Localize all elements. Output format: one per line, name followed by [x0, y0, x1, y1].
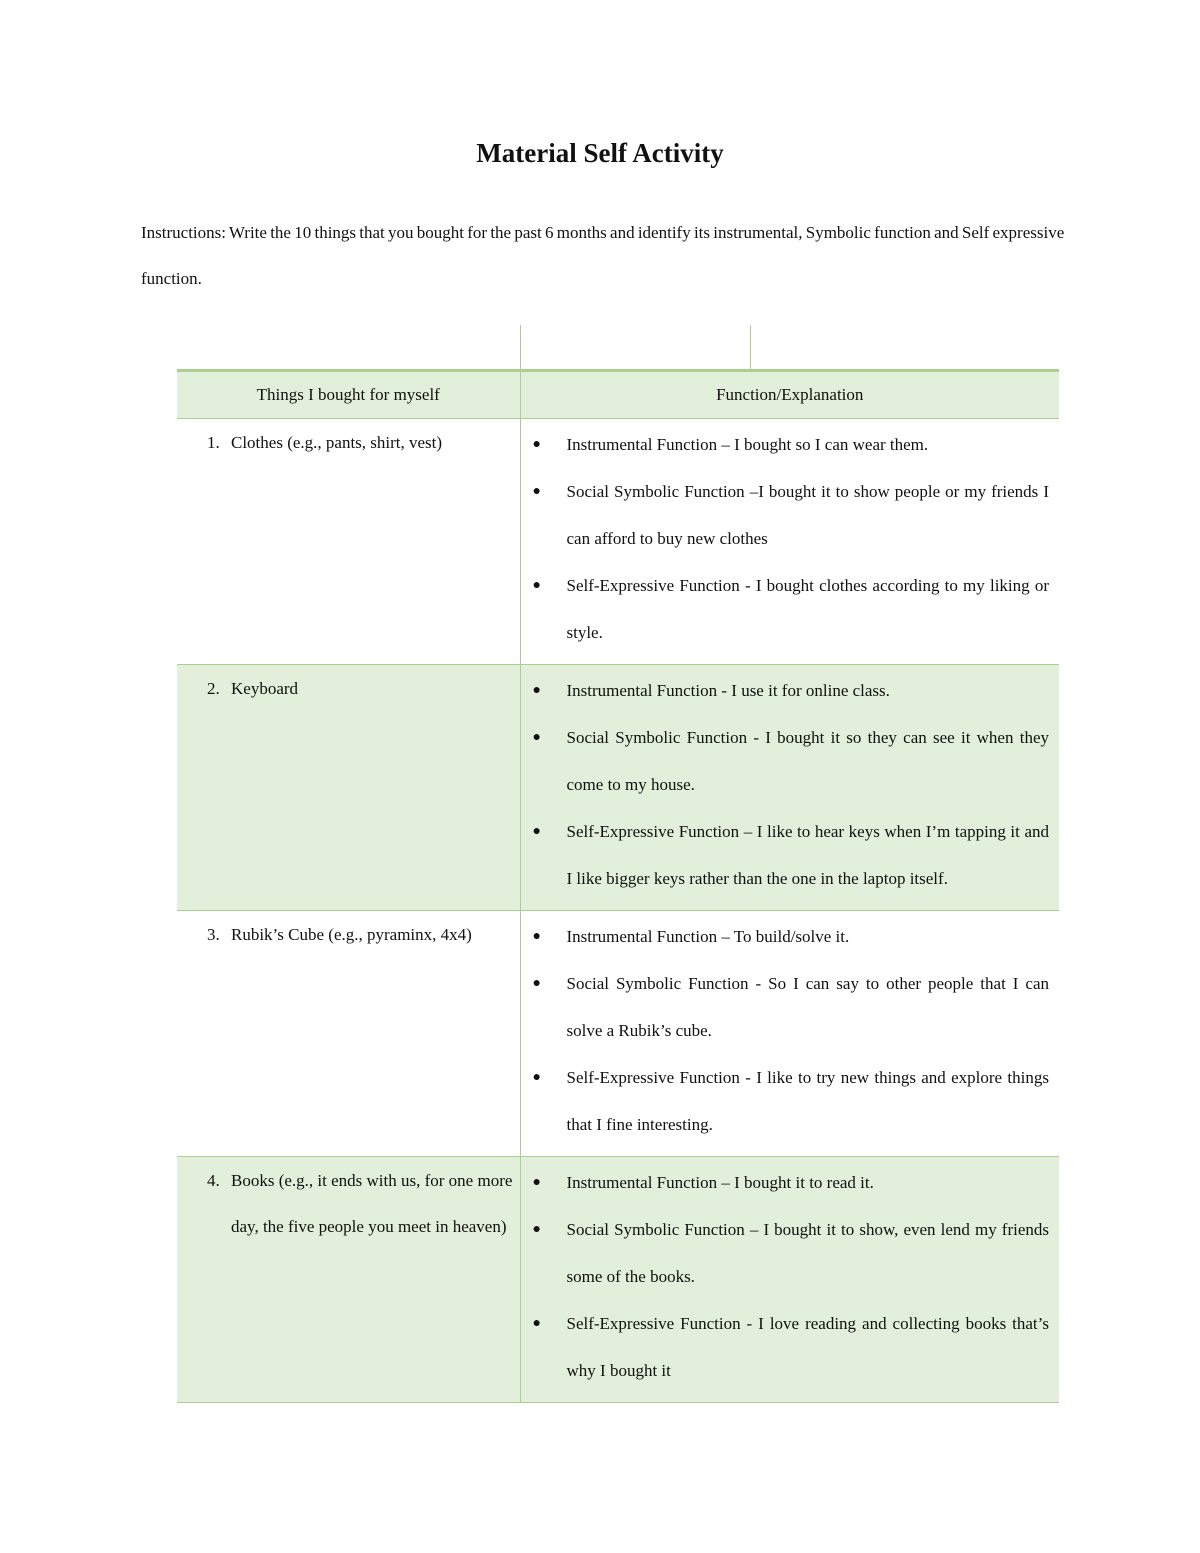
table-row — [177, 665, 1059, 911]
list-item — [521, 1054, 1050, 1148]
instructions-paragraph: Instructions: Write the 10 things that you bought for the past 6 months and identify its instrumental, Symbolic function and Self expressive function. — [141, 223, 1065, 288]
list-item — [521, 1159, 1050, 1206]
function-text: Social Symbolic Function - So I can say to other people that I can solve a Rubik’s cube. — [566, 974, 1049, 1040]
function-cell — [520, 911, 1059, 1157]
function-cell — [520, 665, 1059, 911]
material-self-table — [177, 369, 1059, 1403]
function-cell — [520, 1157, 1059, 1403]
bullet-icon: ● — [532, 683, 541, 698]
thing-text: Clothes (e.g., pants, shirt, vest) — [231, 433, 443, 452]
item-number: 1. — [207, 433, 220, 452]
header-function: Function/Explanation — [520, 371, 1059, 419]
header-things: Things I bought for myself — [177, 371, 520, 419]
function-text: Self-Expressive Function - I like to try new things and explore things that I fine interesting. — [566, 1068, 1049, 1134]
bullet-icon: ● — [532, 578, 541, 593]
table-row — [177, 911, 1059, 1157]
thing-cell — [177, 419, 520, 665]
function-text: Social Symbolic Function – I bought it to show, even lend my friends some of the books. — [566, 1220, 1049, 1286]
function-text: Instrumental Function – I bought so I can wear them. — [566, 435, 929, 454]
list-item — [521, 960, 1050, 1054]
table-divider-stub — [520, 325, 521, 371]
page-title: Material Self Activity — [476, 138, 724, 168]
list-item — [521, 808, 1050, 902]
thing-text: Keyboard — [231, 679, 299, 698]
list-item — [521, 667, 1050, 714]
item-number: 2. — [207, 679, 220, 698]
list-item — [521, 714, 1050, 808]
list-item — [521, 562, 1050, 656]
bullet-icon: ● — [532, 1070, 541, 1085]
list-item — [521, 1206, 1050, 1300]
thing-cell — [177, 1157, 520, 1403]
bullet-icon: ● — [532, 929, 541, 944]
bullet-icon: ● — [532, 484, 541, 499]
bullet-icon: ● — [532, 437, 541, 452]
function-text: Self-Expressive Function – I like to hear keys when I’m tapping it and I like bigger keys rather than the one in the laptop itself. — [566, 822, 1049, 888]
function-text: Self-Expressive Function - I bought clothes according to my liking or style. — [566, 576, 1049, 642]
function-text: Social Symbolic Function - I bought it so they can see it when they come to my house. — [566, 728, 1049, 794]
bullet-icon: ● — [532, 824, 541, 839]
item-number: 3. — [207, 925, 220, 944]
function-text: Instrumental Function – To build/solve it. — [566, 927, 850, 946]
bullet-icon: ● — [532, 730, 541, 745]
function-text: Self-Expressive Function - I love reading and collecting books that’s why I bought it — [566, 1314, 1049, 1380]
function-text: Social Symbolic Function –I bought it to show people or my friends I can afford to buy new clothes — [566, 482, 1049, 548]
thing-cell — [177, 911, 520, 1157]
table-header-row — [177, 371, 1059, 419]
thing-cell — [177, 665, 520, 911]
table-row — [177, 419, 1059, 665]
list-item — [521, 1300, 1050, 1394]
bullet-icon: ● — [532, 1222, 541, 1237]
table-divider-stub — [750, 325, 751, 371]
bullet-icon: ● — [532, 976, 541, 991]
list-item — [521, 468, 1050, 562]
bullet-icon: ● — [532, 1175, 541, 1190]
list-item — [521, 913, 1050, 960]
list-item — [521, 421, 1050, 468]
function-cell — [520, 419, 1059, 665]
function-text: Instrumental Function - I use it for online class. — [566, 681, 890, 700]
thing-text: Rubik’s Cube (e.g., pyraminx, 4x4) — [231, 925, 472, 944]
function-text: Instrumental Function – I bought it to read it. — [566, 1173, 874, 1192]
table-row — [177, 1157, 1059, 1403]
thing-text: Books (e.g., it ends with us, for one more day, the five people you meet in heaven) — [231, 1171, 513, 1236]
item-number: 4. — [207, 1171, 220, 1190]
bullet-icon: ● — [532, 1316, 541, 1331]
